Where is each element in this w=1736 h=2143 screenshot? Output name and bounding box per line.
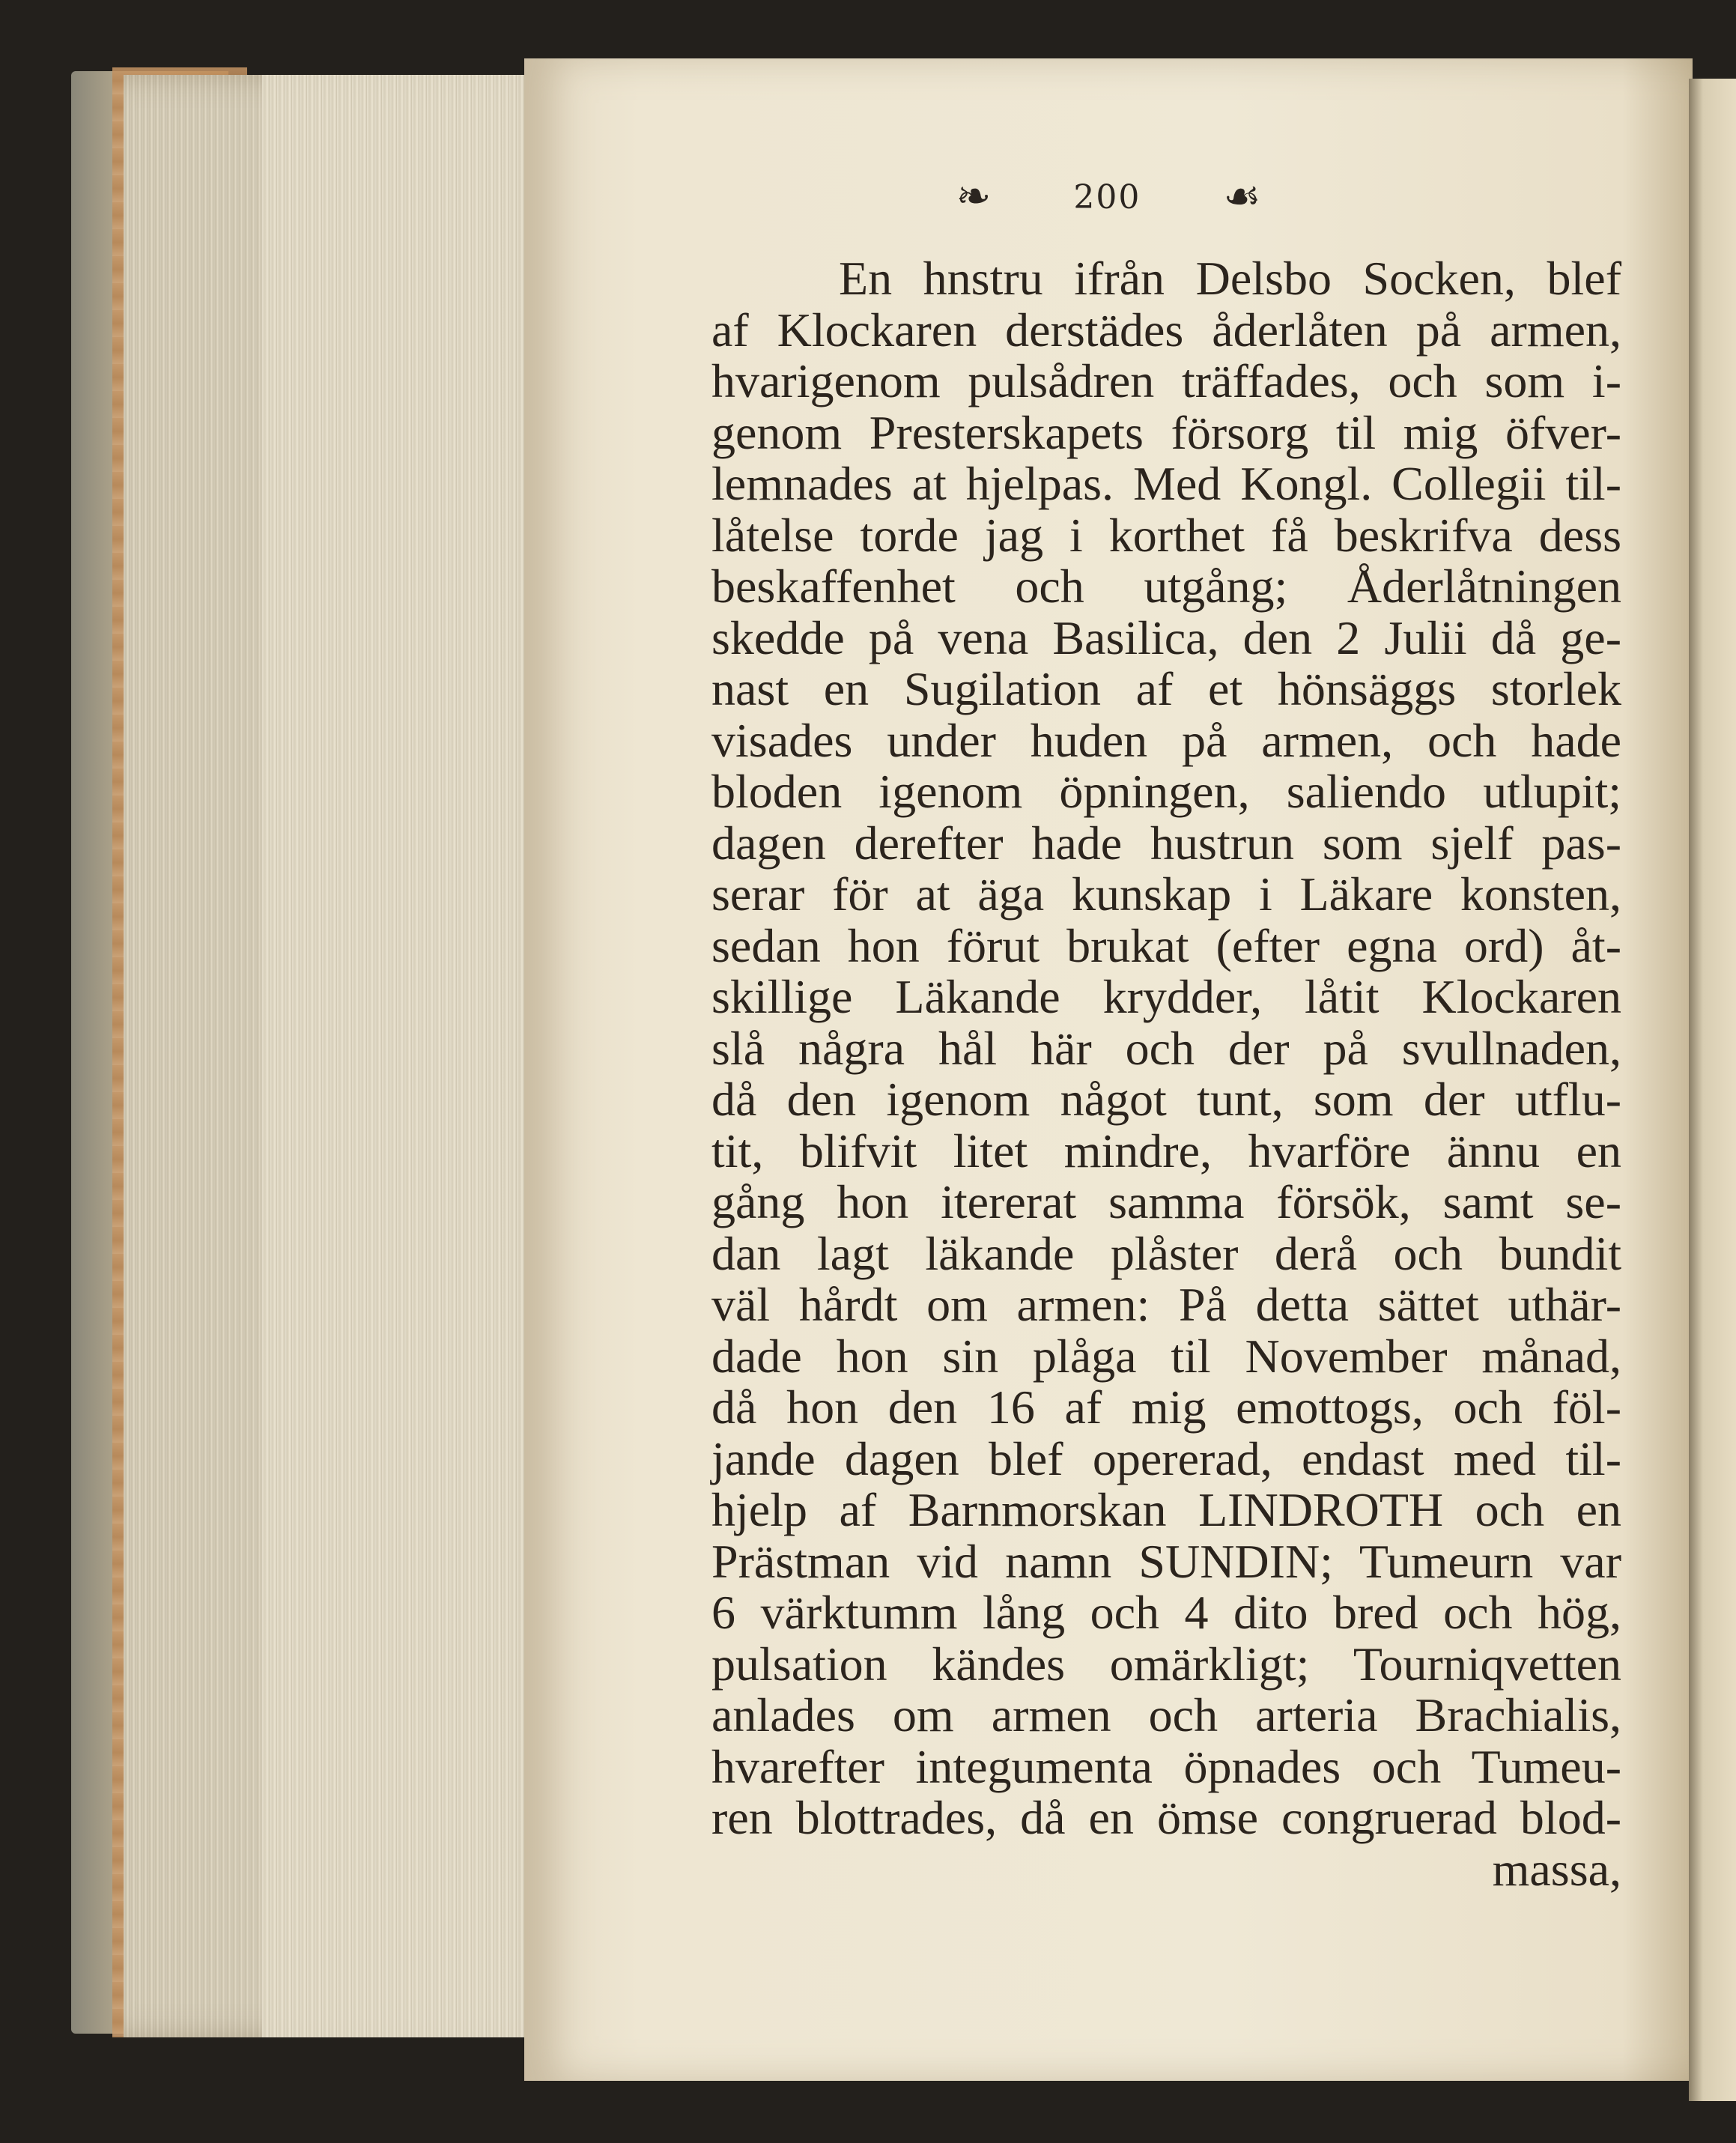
page-number: 200 [1073, 178, 1141, 216]
page-header [524, 172, 1693, 221]
text-line: pulsation kändes omärkligt; Tourniqvetten [711, 1637, 1621, 1691]
text-line: visades under huden på armen, och hade [711, 713, 1621, 767]
text-line: ren blottrades, då en ömse congruerad blod- [711, 1791, 1621, 1844]
text-line: En hnstru ifrån Delsbo Socken, blef [839, 252, 1621, 305]
text-line: tit, blifvit litet mindre, hvarföre ännu en [711, 1124, 1621, 1177]
text-line: bloden igenom öpningen, saliendo utlupit; [711, 765, 1621, 818]
text-line: Prästman vid namn SUNDIN; Tumeurn var [711, 1534, 1621, 1588]
text-line: dagen derefter hade hustrun som sjelf pas- [711, 816, 1621, 870]
text-line: då den igenom något tunt, som der utflu- [711, 1073, 1621, 1126]
text-line: skillige Läkande krydder, låtit Klockaren [711, 970, 1621, 1023]
text-line: väl hårdt om armen: På detta sättet uthär- [711, 1278, 1621, 1331]
ornament-left-icon: ❧ [956, 172, 992, 221]
text-line: sedan hon förut brukat (efter egna ord) åt- [711, 918, 1621, 972]
text-line: slå några hål här och der på svullnaden, [711, 1021, 1621, 1075]
text-line: dade hon sin plåga til November månad, [711, 1329, 1621, 1383]
text-line: massa, [1492, 1842, 1621, 1896]
text-line: beskaffenhet och utgång; Åderlåtningen [711, 560, 1621, 613]
text-line: då hon den 16 af mig emottogs, och föl- [711, 1380, 1621, 1434]
text-line: hjelp af Barnmorskan LINDROTH och en [711, 1483, 1621, 1536]
facing-page-edge [1689, 79, 1736, 2101]
body-text [711, 253, 1621, 1895]
text-line: dan lagt läkande plåster derå och bundit [711, 1226, 1621, 1280]
text-line: af Klockaren derstädes åderlåten på armen, [711, 303, 1621, 357]
text-line: 6 värktumm lång och 4 dito bred och hög, [711, 1586, 1621, 1639]
text-line: lemnades at hjelpas. Med Kongl. Collegii til- [711, 457, 1621, 510]
text-line: anlades om armen och arteria Brachialis, [711, 1688, 1621, 1742]
text-line: skedde på vena Basilica, den 2 Julii då ge- [711, 610, 1621, 664]
text-line: jande dagen blef opererad, endast med til- [711, 1431, 1621, 1485]
text-line: hvarefter integumenta öpnades och Tumeu- [711, 1739, 1621, 1793]
text-line: serar för at äga kunskap i Läkare konsten, [711, 867, 1621, 921]
text-line: hvarigenom pulsådren träffades, och som i- [711, 354, 1621, 407]
page-stack-edges-inner [262, 75, 532, 2037]
ornament-right-icon: ☙ [1223, 172, 1261, 221]
text-line: låtelse torde jag i korthet få beskrifva dess [711, 508, 1621, 562]
text-line: nast en Sugilation af et hönsäggs storlek [711, 662, 1621, 715]
text-line: genom Presterskapets försorg til mig öfver- [711, 405, 1621, 459]
text-line: gång hon itererat samma försök, samt se- [711, 1175, 1621, 1228]
